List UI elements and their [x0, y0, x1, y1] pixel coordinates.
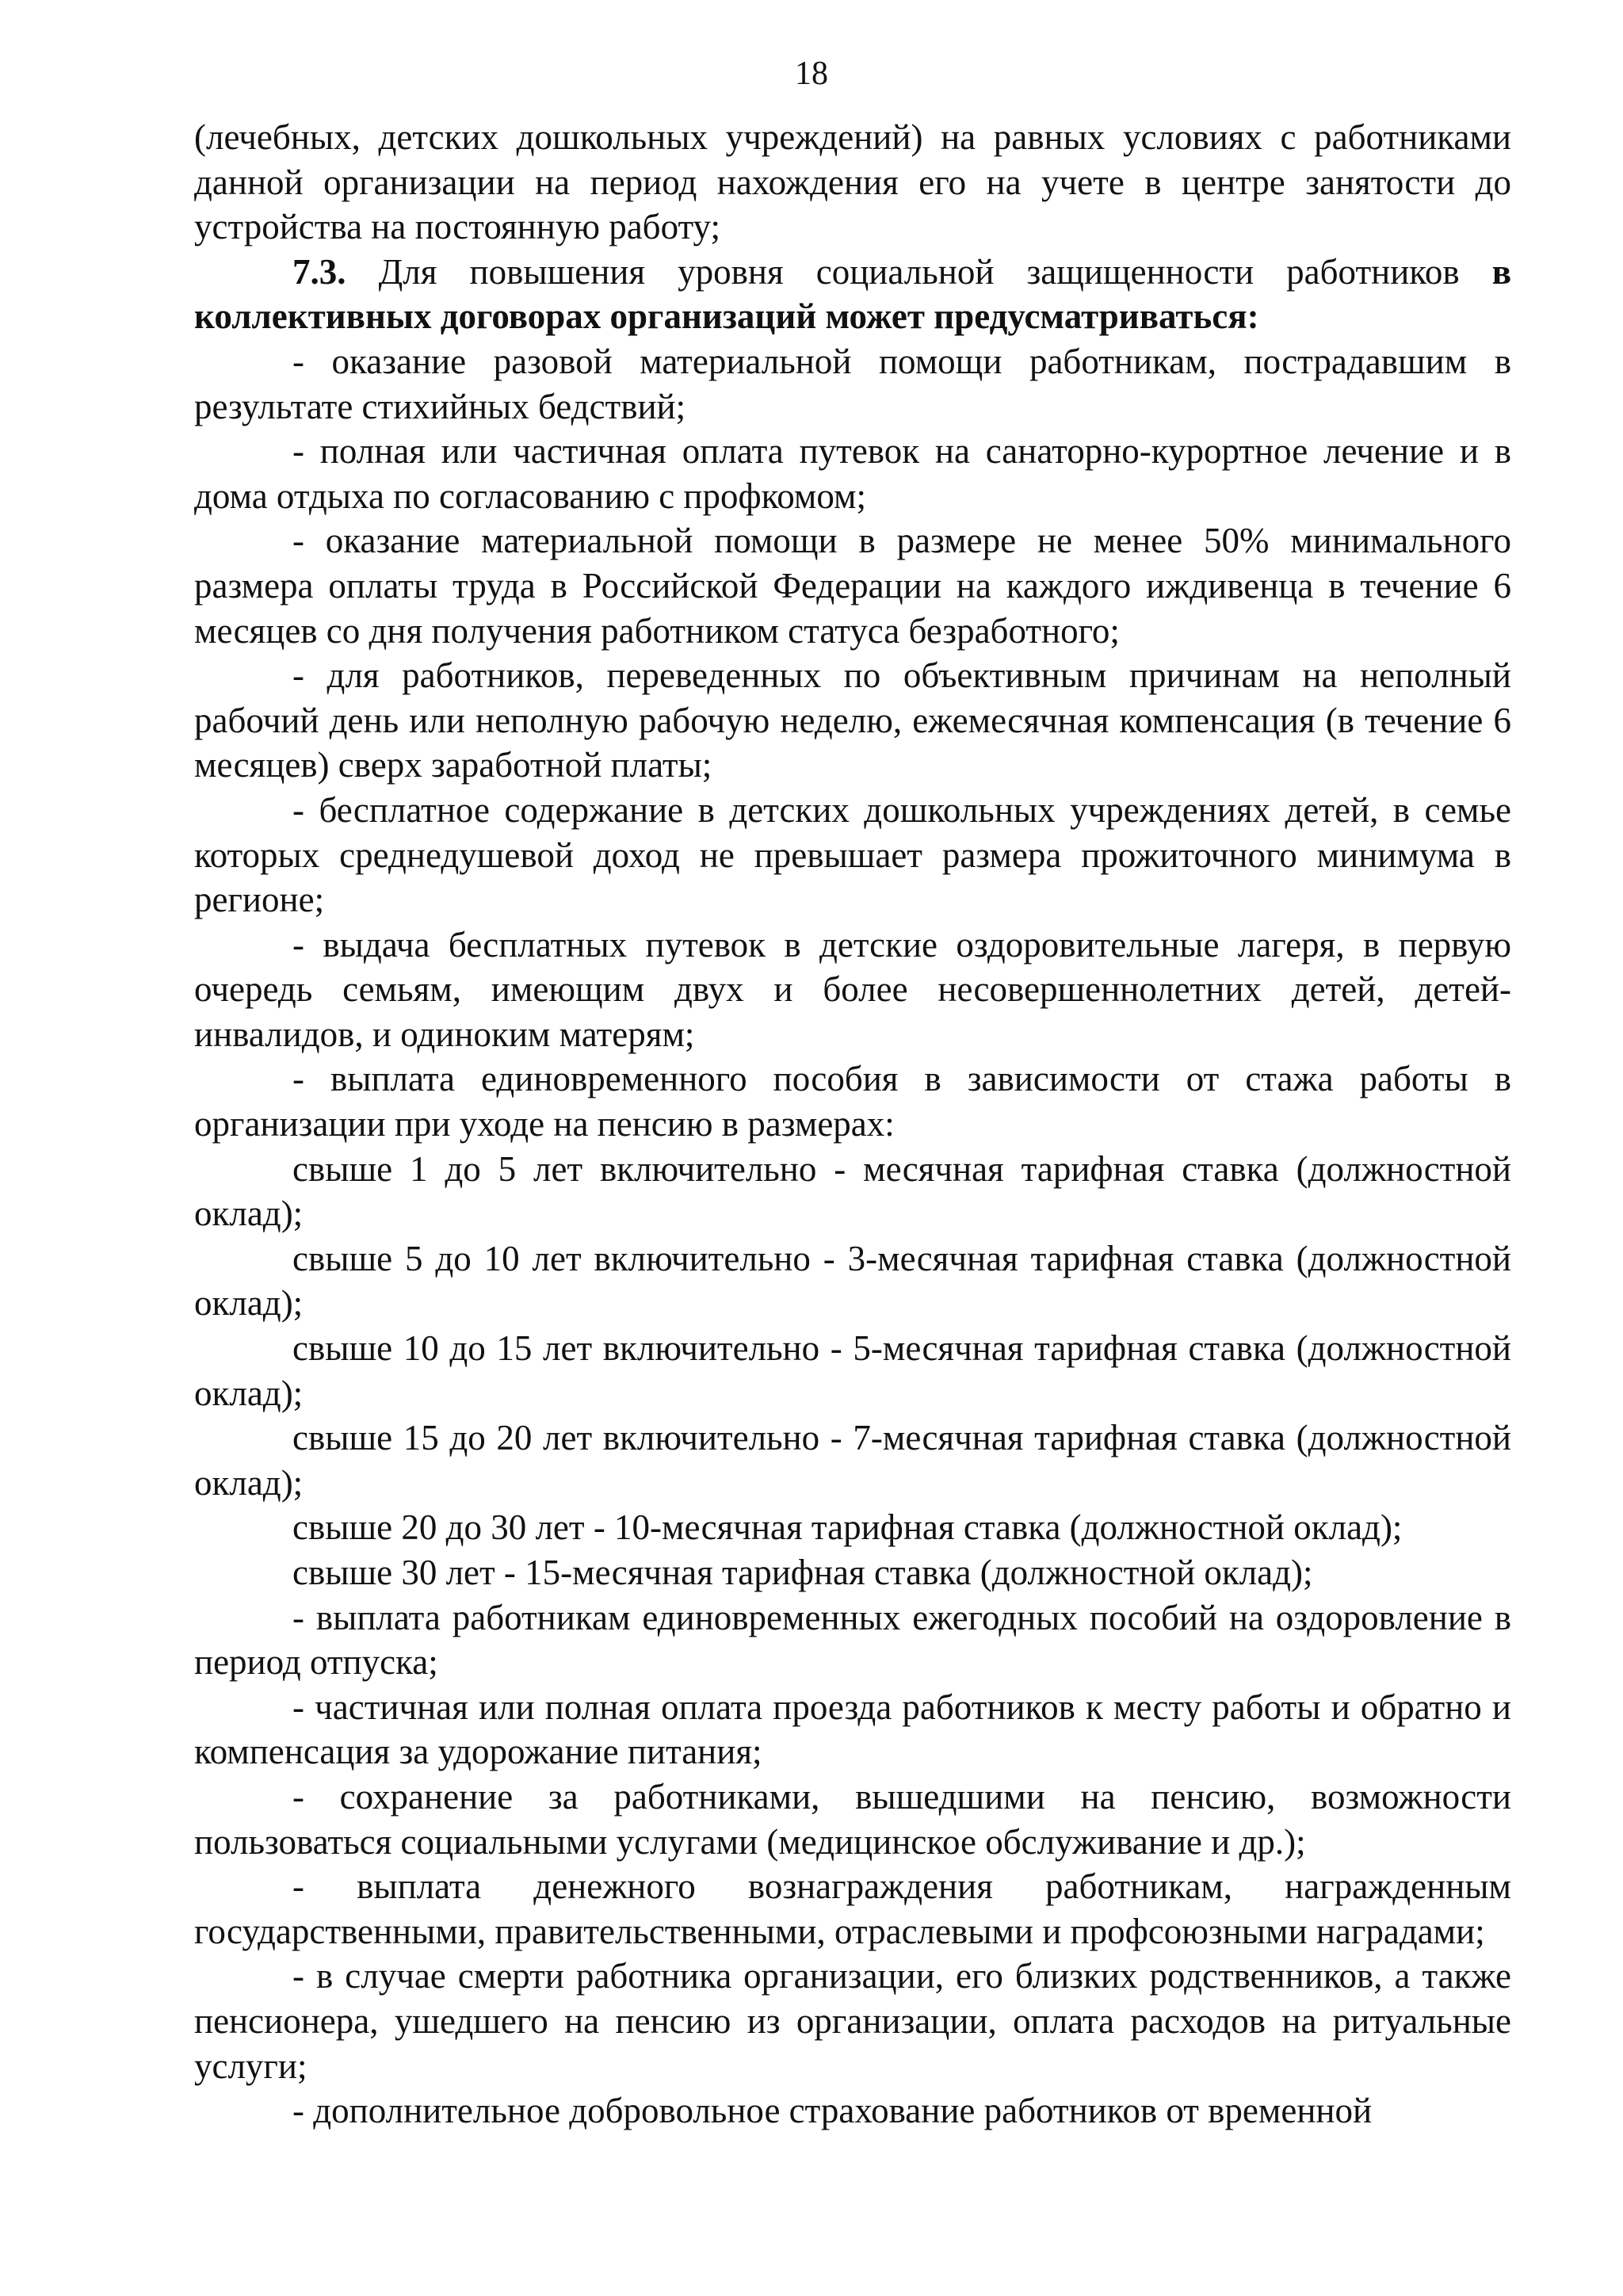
list-item: - частичная или полная оплата проезда работников к месту работы и обратно и компенсация за удорожание питания; — [194, 1687, 1511, 1772]
list-item: - оказание материальной помощи в размере не менее 50% минимального размера оплаты труда в Российской Федерации на каждого иждивенца в течение 6 месяцев со дня получения работником статуса безработного; — [194, 521, 1511, 651]
list-item: - выплата работникам единовременных ежегодных пособий на оздоровление в период отпуска; — [194, 1597, 1511, 1683]
document-body — [194, 115, 1511, 2134]
section-bold-text: в коллективных договорах организаций может предусматриваться: — [194, 251, 1511, 337]
list-item: - бесплатное содержание в детских дошкольных учреждениях детей, в семье которых среднедушевой доход не превышает размера прожиточного минимума в регионе; — [194, 789, 1511, 920]
sub-item: свыше 10 до 15 лет включительно - 5-месячная тарифная ставка (должностной оклад); — [194, 1328, 1511, 1413]
list-item: - в случае смерти работника организации, его близких родственников, а также пенсионера, ушедшего на пенсию из организации, оплата расходов на ритуальные услуги; — [194, 1956, 1511, 2086]
sub-item: свыше 1 до 5 лет включительно - месячная тарифная ставка (должностной оклад); — [194, 1148, 1511, 1234]
paragraph-continuation: (лечебных, детских дошкольных учреждений) на равных условиях с работниками данной организации на период нахождения его на учете в центре занятости до устройства на постоянную работу; — [194, 117, 1511, 247]
sub-item: свыше 30 лет - 15-месячная тарифная ставка (должностной оклад); — [292, 1553, 1313, 1592]
list-item: - выплата единовременного пособия в зависимости от стажа работы в организации при уходе на пенсию в размерах: — [194, 1059, 1511, 1144]
list-item: - выдача бесплатных путевок в детские оздоровительные лагеря, в первую очередь семьям, имеющим двух и более несовершеннолетних детей, детей-инвалидов, и одиноким матерям; — [194, 924, 1511, 1054]
list-item: - сохранение за работниками, вышедшими на пенсию, возможности пользоваться социальными услугами (медицинское обслуживание и др.); — [194, 1776, 1511, 1862]
list-item-truncated: - дополнительное добровольное страхование работников от временной — [292, 2091, 1373, 2131]
sub-item: свыше 20 до 30 лет - 10-месячная тарифная ставка (должностной оклад); — [292, 1507, 1403, 1548]
list-item: - выплата денежного вознаграждения работникам, награжденным государственными, правительственными, отраслевыми и профсоюзными наградами; — [194, 1866, 1511, 1951]
sub-item: свыше 5 до 10 лет включительно - 3-месячная тарифная ставка (должностной оклад); — [194, 1238, 1511, 1324]
section-7-3-intro — [194, 250, 1511, 339]
section-text: Для повышения уровня социальной защищенности работников — [346, 251, 1492, 292]
section-number: 7.3. — [292, 251, 346, 292]
list-item: - для работников, переведенных по объективным причинам на неполный рабочий день или неполную рабочую неделю, ежемесячная компенсация (в течение 6 месяцев) сверх заработной платы; — [194, 655, 1511, 785]
list-item: - полная или частичная оплата путевок на санаторно-курортное лечение и в дома отдыха по согласованию с профкомом; — [194, 431, 1511, 516]
sub-item: свыше 15 до 20 лет включительно - 7-месячная тарифная ставка (должностной оклад); — [194, 1418, 1511, 1503]
list-item: - оказание разовой материальной помощи работникам, пострадавшим в результате стихийных бедствий; — [194, 341, 1511, 426]
page-number: 18 — [795, 55, 828, 92]
